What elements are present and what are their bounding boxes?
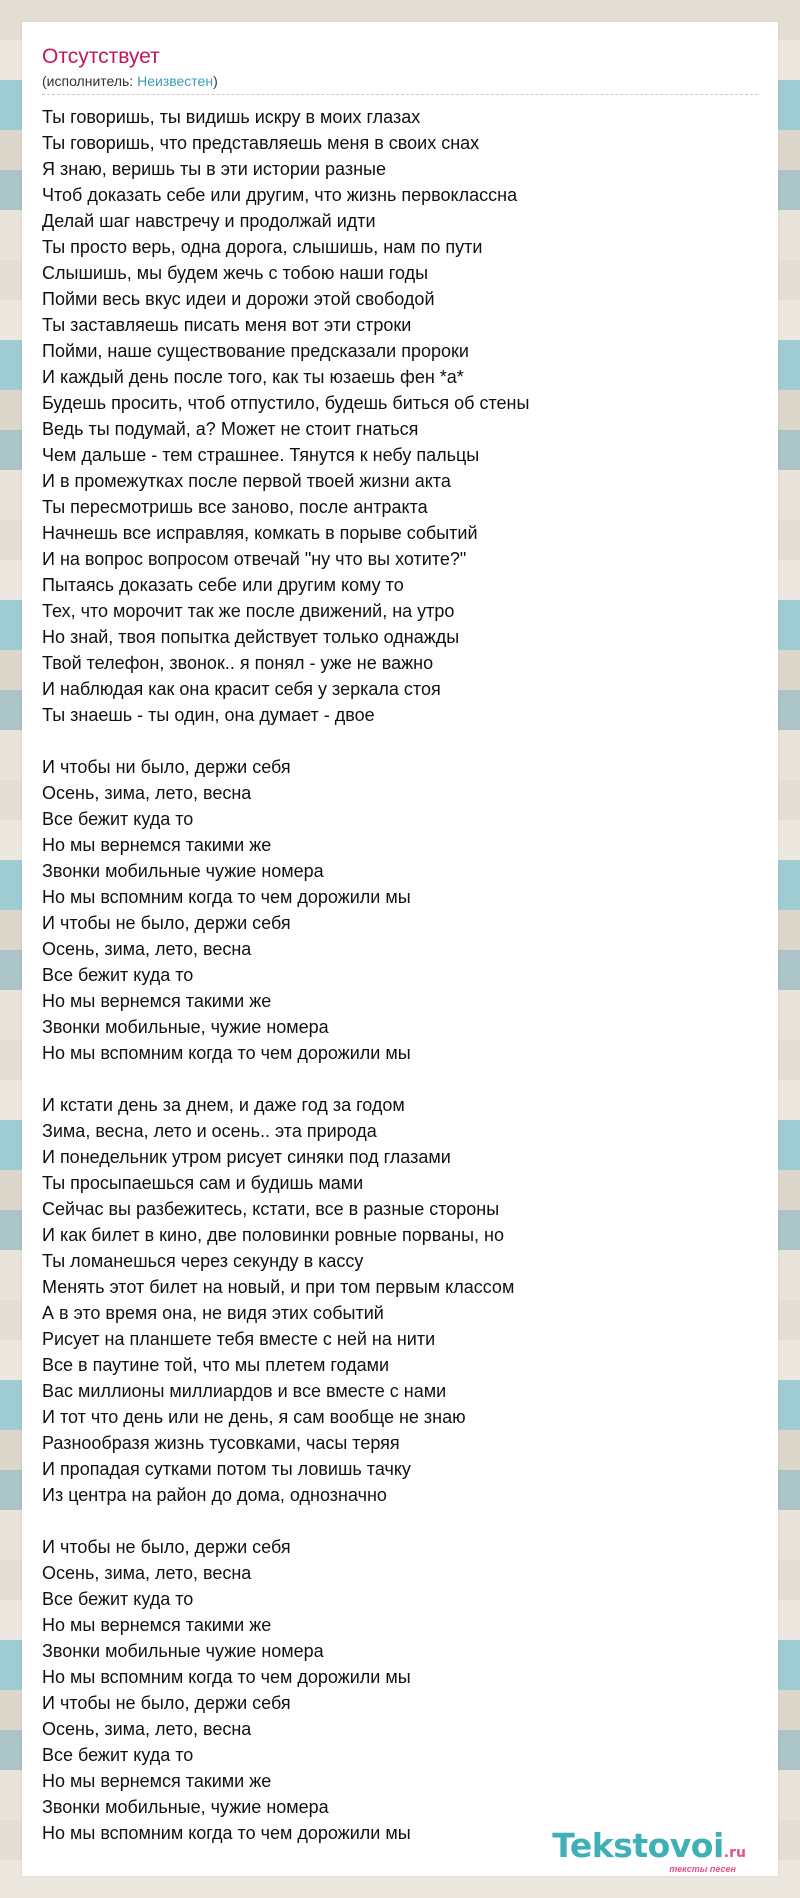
lyric-line: Все бежит куда то — [42, 1745, 194, 1765]
lyric-line: Пойми весь вкус идеи и дорожи этой свободой — [42, 289, 435, 309]
logo-name: Tekstovoi — [552, 1826, 724, 1865]
lyric-line: Все бежит куда то — [42, 965, 194, 985]
lyric-line: Начнешь все исправляя, комкать в порыве событий — [42, 523, 478, 543]
lyric-line: Будешь просить, чтоб отпустило, будешь биться об стены — [42, 393, 530, 413]
artist-link[interactable]: Неизвестен — [137, 73, 214, 89]
lyric-line: Ты просыпаешься сам и будишь мами — [42, 1173, 364, 1193]
lyric-line: Ты пересмотришь все заново, после антракта — [42, 497, 428, 517]
lyric-line: Рисует на планшете тебя вместе с ней на нити — [42, 1329, 436, 1349]
lyric-line: Ты знаешь - ты один, она думает - двое — [42, 705, 375, 725]
lyric-line: Из центра на район до дома, однозначно — [42, 1485, 387, 1505]
lyric-line: Сейчас вы разбежитесь, кстати, все в разные стороны — [42, 1199, 500, 1219]
lyric-line: Осень, зима, лето, весна — [42, 783, 252, 803]
lyric-line: Ты просто верь, одна дорога, слышишь, нам по пути — [42, 237, 483, 257]
logo-tld: .ru — [723, 1845, 746, 1861]
lyric-line: И чтобы ни было, держи себя — [42, 757, 291, 777]
lyric-line: Слышишь, мы будем жечь с тобою наши годы — [42, 263, 429, 283]
lyric-line: Но мы вспомним когда то чем дорожили мы — [42, 887, 411, 907]
lyric-line: И понедельник утром рисует синяки под глазами — [42, 1147, 451, 1167]
stanza-gap — [42, 728, 529, 754]
stanza-gap — [42, 1066, 529, 1092]
artist-suffix: ) — [213, 73, 218, 89]
song-artist-line — [42, 72, 218, 90]
lyric-line: И тот что день или не день, я сам вообще не знаю — [42, 1407, 466, 1427]
lyric-line: Чтоб доказать себе или другим, что жизнь первоклассна — [42, 185, 518, 205]
lyric-line: Ты говоришь, что представляешь меня в своих снах — [42, 133, 480, 153]
lyric-line: Зима, весна, лето и осень.. эта природа — [42, 1121, 377, 1141]
lyric-line: И как билет в кино, две половинки ровные порваны, но — [42, 1225, 504, 1245]
lyric-line: Вас миллионы миллиардов и все вместе с нами — [42, 1381, 447, 1401]
site-logo[interactable] — [552, 1826, 746, 1874]
lyric-line: Пытаясь доказать себе или другим кому то — [42, 575, 404, 595]
lyric-line: Твой телефон, звонок.. я понял - уже не важно — [42, 653, 434, 673]
lyric-line: Чем дальше - тем страшнее. Тянутся к небу пальцы — [42, 445, 480, 465]
lyric-line: И в промежутках после первой твоей жизни акта — [42, 471, 451, 491]
lyric-line: Все в паутине той, что мы плетем годами — [42, 1355, 390, 1375]
lyric-line: Звонки мобильные, чужие номера — [42, 1017, 329, 1037]
lyric-line: И чтобы не было, держи себя — [42, 1537, 291, 1557]
divider — [42, 94, 758, 95]
lyric-line: И чтобы не было, держи себя — [42, 1693, 291, 1713]
lyric-line: Но мы вспомним когда то чем дорожили мы — [42, 1667, 411, 1687]
lyric-line: Разнообразя жизнь тусовками, часы теряя — [42, 1433, 400, 1453]
lyric-line: Я знаю, веришь ты в эти истории разные — [42, 159, 386, 179]
artist-prefix: (исполнитель: — [42, 73, 138, 89]
lyric-line: Все бежит куда то — [42, 809, 194, 829]
lyric-line: И кстати день за днем, и даже год за годом — [42, 1095, 405, 1115]
lyric-line: Менять этот билет на новый, и при том первым классом — [42, 1277, 515, 1297]
lyric-line: Делай шаг навстречу и продолжай идти — [42, 211, 376, 231]
lyric-line: Звонки мобильные чужие номера — [42, 1641, 324, 1661]
logo-tagline: тексты песен — [669, 1864, 736, 1874]
lyric-line: Ты заставляешь писать меня вот эти строки — [42, 315, 412, 335]
lyric-line: Все бежит куда то — [42, 1589, 194, 1609]
song-title: Отсутствует — [42, 45, 160, 68]
lyric-line: Осень, зима, лето, весна — [42, 939, 252, 959]
lyric-line: Но мы вернемся такими же — [42, 1771, 272, 1791]
lyric-line: Но мы вспомним когда то чем дорожили мы — [42, 1043, 411, 1063]
lyric-line: Но мы вернемся такими же — [42, 991, 272, 1011]
lyric-line: Пойми, наше существование предсказали пророки — [42, 341, 469, 361]
lyric-line: И чтобы не было, держи себя — [42, 913, 291, 933]
lyric-line: Звонки мобильные чужие номера — [42, 861, 324, 881]
lyric-line: Но мы вернемся такими же — [42, 1615, 272, 1635]
lyric-line: Ты говоришь, ты видишь искру в моих глазах — [42, 107, 421, 127]
stanza-gap — [42, 1508, 529, 1534]
lyric-line: А в это время она, не видя этих событий — [42, 1303, 384, 1323]
lyric-line: Тех, что морочит так же после движений, на утро — [42, 601, 455, 621]
lyric-line: Осень, зима, лето, весна — [42, 1563, 252, 1583]
lyrics-text — [42, 104, 529, 1846]
lyric-line: И каждый день после того, как ты юзаешь фен *а* — [42, 367, 464, 387]
lyric-line: Но мы вернемся такими же — [42, 835, 272, 855]
lyric-line: И наблюдая как она красит себя у зеркала стоя — [42, 679, 441, 699]
lyric-line: Ты ломанешься через секунду в кассу — [42, 1251, 364, 1271]
lyric-line: Звонки мобильные, чужие номера — [42, 1797, 329, 1817]
lyric-line: И на вопрос вопросом отвечай "ну что вы хотите?" — [42, 549, 467, 569]
lyric-line: Но знай, твоя попытка действует только однажды — [42, 627, 460, 647]
lyric-line: Осень, зима, лето, весна — [42, 1719, 252, 1739]
lyric-line: Ведь ты подумай, а? Может не стоит гнаться — [42, 419, 419, 439]
lyrics-card — [22, 22, 778, 1876]
lyric-line: И пропадая сутками потом ты ловишь тачку — [42, 1459, 411, 1479]
lyric-line: Но мы вспомним когда то чем дорожили мы — [42, 1823, 411, 1843]
